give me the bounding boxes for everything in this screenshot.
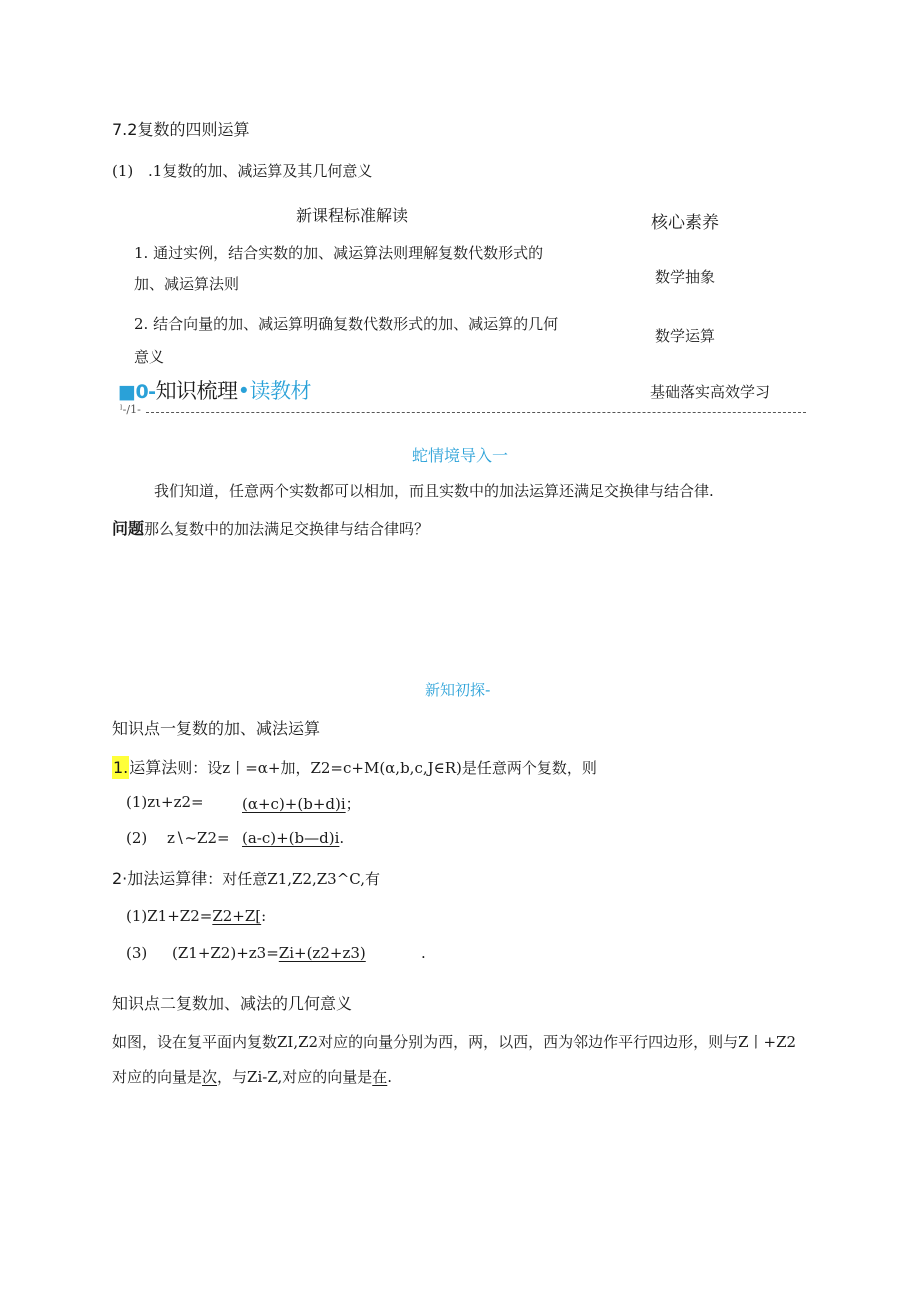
eq-subtraction-lhs: z∖~Z2= — [167, 829, 230, 847]
new-knowledge-heading: 新知初探- — [425, 681, 491, 699]
rule-number: 1. — [113, 758, 129, 777]
rule-line — [112, 755, 597, 778]
eq-subtraction-answer: (a-c)+(b—d)i — [242, 829, 340, 847]
question-label: 问题 — [112, 519, 145, 538]
core-literacy-2: 数学运算 — [655, 327, 716, 345]
law-commutative-lhs: (1)Z1+Z2= — [126, 907, 213, 925]
law-commutative — [126, 907, 266, 925]
geometry-paragraph-line1: 如图，设在复平面内复数ZI,Z2对应的向量分别为西，两，以西，西为邻边作平行四边形，则与Z丨+Z2 — [112, 1033, 797, 1051]
banner-icon: ■0- — [118, 381, 156, 403]
intro-paragraph: 我们知道，任意两个实数都可以相加，而且实数中的加法运算还满足交换律与结合律. — [154, 482, 714, 500]
geometry-paragraph-line2 — [112, 1066, 392, 1087]
eq-addition-answer: (α+c)+(b+d)i — [242, 795, 346, 813]
standard-row-2-line1: 2. 结合向量的加、减运算明确复数代数形式的加、减运算的几何 — [134, 315, 559, 333]
core-literacy-1: 数学抽象 — [655, 268, 716, 286]
eq-subtraction-num: (2) — [126, 829, 148, 847]
rule-label-tail: 则 — [177, 759, 193, 777]
geo-answer-difference: 在 — [372, 1068, 388, 1086]
geo-text-e: . — [387, 1068, 393, 1086]
banner-subtitle: 读教材 — [249, 379, 311, 403]
standard-row-1-line2: 加、减运算法则 — [134, 275, 240, 293]
knowledge-point-1-title: 知识点一复数的加、减法运算 — [112, 719, 321, 738]
banner-right-text: 基础落实高效学习 — [650, 383, 771, 401]
section-title: 7.2复数的四则运算 — [112, 120, 250, 139]
law-commutative-answer: Z2+Z[ — [212, 907, 262, 925]
rule-label: 运算法 — [129, 758, 178, 777]
intro-heading: 蛇情境导入一 — [412, 446, 509, 465]
law-associative-num: (3) — [126, 944, 148, 962]
geo-text-c: ，与Zi-Z,对应的向量是 — [217, 1068, 373, 1086]
standard-row-1-line1: 1. 通过实例，结合实数的加、减运算法则理解复数代数形式的 — [134, 244, 544, 262]
law-commutative-end: : — [261, 907, 267, 925]
subsection-title: .1复数的加、减运算及其几何意义 — [148, 162, 373, 180]
standards-col1-header: 新课程标准解读 — [296, 206, 409, 225]
banner-dot: • — [237, 379, 250, 403]
standard-row-2-line2: 意义 — [134, 348, 165, 366]
eq-subtraction-end: . — [339, 829, 345, 847]
law-associative-lhs: (Z1+Z2)+z3= — [172, 944, 279, 962]
addition-law-label: 2·加法运算律 — [112, 869, 208, 888]
eq-addition-rhs — [242, 793, 361, 814]
banner-title: 知识梳理 — [155, 379, 238, 403]
law-associative — [172, 944, 366, 962]
addition-law-text: ：对任意Z1,Z2,Z3^C,有 — [207, 870, 380, 888]
dash-marker: ˡ-/1- — [120, 403, 141, 416]
eq-addition-end: ； — [345, 795, 361, 813]
standards-col2-header: 核心素养 — [651, 213, 719, 233]
question-text: 那么复数中的加法满足交换律与结合律吗？ — [144, 520, 430, 538]
subsection-number: (1) — [112, 162, 134, 180]
law-associative-end: . — [421, 944, 426, 962]
addition-law-line — [112, 866, 380, 889]
subsection-heading — [112, 160, 372, 181]
knowledge-point-2-title: 知识点二复数加、减法的几何意义 — [112, 994, 353, 1013]
divider — [146, 412, 806, 413]
eq-subtraction-rhs — [242, 829, 344, 847]
geo-answer-sum: 次 — [202, 1068, 218, 1086]
knowledge-banner — [118, 375, 311, 405]
eq-addition-lhs: (1)zι+z2= — [126, 793, 204, 811]
law-associative-answer: Zi+(z2+z3) — [278, 944, 366, 962]
geo-text-a: 对应的向量是 — [112, 1068, 203, 1086]
rule-text: ：设z丨=α+加，Z2=c+M(α,b,c,J∈R)是任意两个复数，则 — [192, 759, 597, 777]
intro-question — [112, 516, 429, 539]
